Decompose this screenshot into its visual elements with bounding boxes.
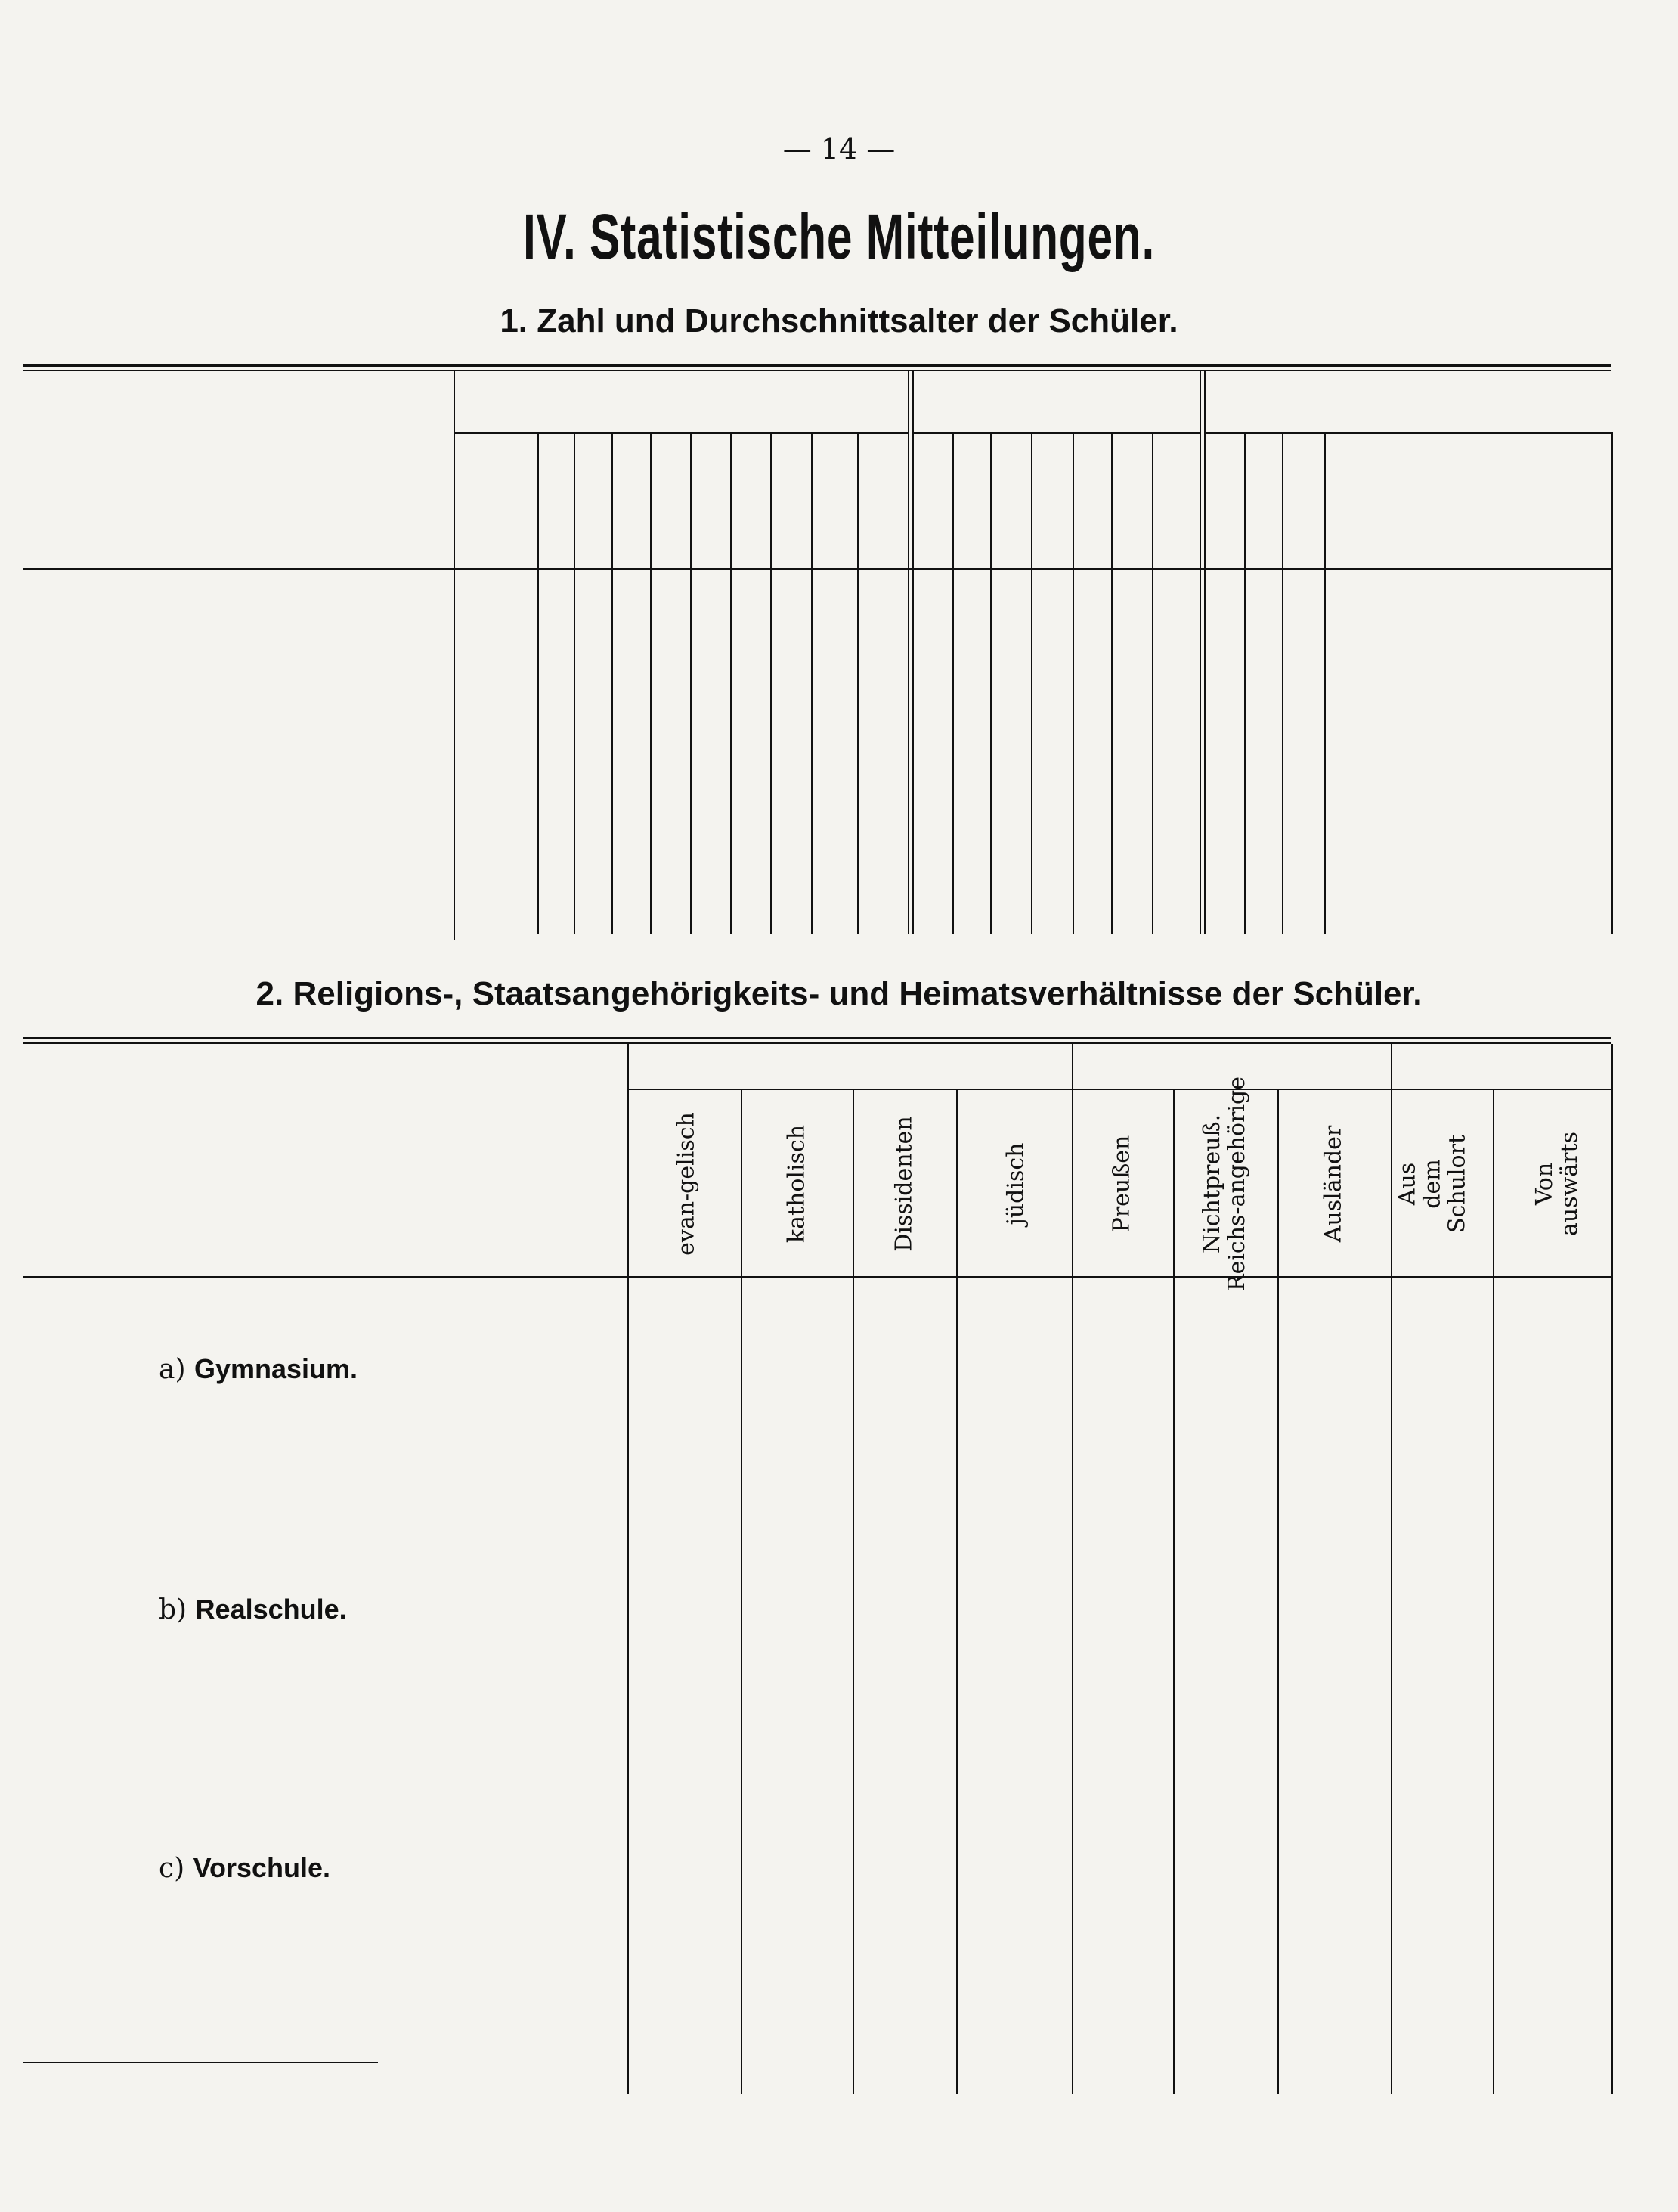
table2-column-header-line: Reichs-angehörige bbox=[1224, 1076, 1250, 1292]
table1-column-divider bbox=[611, 432, 613, 934]
table2-subheading-prefix: a) bbox=[159, 1354, 194, 1385]
table1-column-divider bbox=[1073, 432, 1074, 934]
page-number: — 14 — bbox=[782, 132, 896, 166]
table1-left-vline bbox=[454, 371, 455, 940]
table2-subheading bbox=[159, 1353, 358, 1385]
section1-title: 1. Zahl und Durchschnittsalter der Schüler. bbox=[500, 302, 1178, 339]
table2-subheading bbox=[159, 1594, 347, 1625]
table1-group-rule-b bbox=[914, 432, 1200, 434]
table1-group-rule-c bbox=[1206, 432, 1611, 434]
table1-column-divider bbox=[770, 432, 772, 934]
table2-subheading-label: Gymnasium. bbox=[193, 1353, 358, 1384]
table1-column-divider bbox=[730, 432, 732, 934]
table1-right-vline bbox=[1611, 432, 1613, 934]
table2-column-divider bbox=[1072, 1044, 1073, 2094]
table2-column-header bbox=[785, 1125, 810, 1243]
table2-column-header-line: Ausländer bbox=[1320, 1125, 1347, 1243]
table1-column-divider bbox=[952, 432, 954, 934]
table2-column-divider bbox=[1611, 1044, 1613, 2094]
table2-column-header bbox=[892, 1116, 917, 1251]
table1-column-divider bbox=[537, 432, 539, 934]
table2-column-header-line: Dissidenten bbox=[890, 1116, 918, 1252]
table1-column-divider bbox=[1152, 432, 1153, 934]
table1-column-divider bbox=[908, 371, 909, 934]
table2-column-divider bbox=[956, 1089, 958, 2094]
table2-column-divider bbox=[1277, 1089, 1279, 2094]
table1-column-divider bbox=[1031, 432, 1032, 934]
table1-column-divider bbox=[1204, 371, 1206, 934]
table1-column-divider bbox=[690, 432, 692, 934]
table1-group-rule-a bbox=[454, 432, 908, 434]
table2-column-header bbox=[1395, 1135, 1470, 1233]
table2-subheading-prefix: b) bbox=[159, 1594, 196, 1625]
table2-subheading-prefix: c) bbox=[159, 1853, 193, 1884]
table2-group-rule bbox=[627, 1089, 1611, 1090]
table1-column-divider bbox=[1111, 432, 1113, 934]
table2-column-header-line: auswärts bbox=[1556, 1132, 1583, 1236]
main-title: IV. Statistische Mitteilungen. bbox=[522, 201, 1156, 272]
table2-column-divider bbox=[741, 1089, 742, 2094]
table1-column-divider bbox=[1282, 432, 1283, 934]
table2-subheading-label: Vorschule. bbox=[193, 1852, 331, 1883]
table1-column-divider bbox=[811, 432, 813, 934]
table2-top-rule2 bbox=[23, 1042, 1611, 1044]
table2-column-header bbox=[1110, 1135, 1135, 1233]
table1-column-divider bbox=[1200, 371, 1201, 934]
section2-title: 2. Religions-, Staatsangehörigkeits- und Heimatsverhältnisse der Schüler. bbox=[255, 975, 1423, 1012]
table2-subheading bbox=[159, 1852, 330, 1884]
table2-column-header-line: Schulort bbox=[1444, 1134, 1471, 1234]
table1-column-divider bbox=[574, 432, 575, 934]
table1-header-rule bbox=[23, 568, 1611, 570]
table2-column-header bbox=[674, 1112, 699, 1256]
table2-column-header bbox=[1200, 1077, 1249, 1291]
table1-top-rule2 bbox=[23, 370, 1611, 371]
table2-column-header-line: jüdisch bbox=[1002, 1142, 1029, 1225]
table1-column-divider bbox=[990, 432, 992, 934]
table1-column-divider bbox=[912, 371, 914, 934]
table2-column-divider bbox=[853, 1089, 854, 2094]
table1-column-divider bbox=[1244, 432, 1246, 934]
table2-column-header bbox=[1321, 1126, 1346, 1242]
table1-column-divider bbox=[650, 432, 652, 934]
table2-column-header bbox=[1532, 1132, 1582, 1236]
table2-column-header-line: Von bbox=[1531, 1162, 1558, 1206]
table2-top-rule bbox=[23, 1037, 1611, 1039]
table2-column-header-line: dem bbox=[1419, 1159, 1446, 1209]
table2-column-header-line: Aus bbox=[1394, 1162, 1421, 1206]
table2-column-divider bbox=[1173, 1089, 1175, 2094]
table2-column-divider bbox=[1391, 1044, 1392, 2094]
table2-column-header-line: evan-gelisch bbox=[673, 1112, 700, 1256]
table2-column-divider bbox=[1493, 1089, 1494, 2094]
table1-column-divider bbox=[1324, 432, 1326, 934]
table2-subheading-label: Realschule. bbox=[195, 1594, 347, 1625]
table2-column-header-line: Nichtpreuß. bbox=[1199, 1114, 1225, 1254]
footnote-rule bbox=[23, 2062, 378, 2063]
table1-column-divider bbox=[857, 432, 859, 934]
table2-column-header-line: katholisch bbox=[783, 1124, 810, 1244]
table1-top-rule bbox=[23, 364, 1611, 367]
table2-column-header-line: Preußen bbox=[1108, 1135, 1135, 1233]
table2-column-header bbox=[1004, 1143, 1029, 1225]
table2-header-rule bbox=[23, 1276, 1611, 1278]
table2-column-divider bbox=[627, 1044, 629, 2094]
